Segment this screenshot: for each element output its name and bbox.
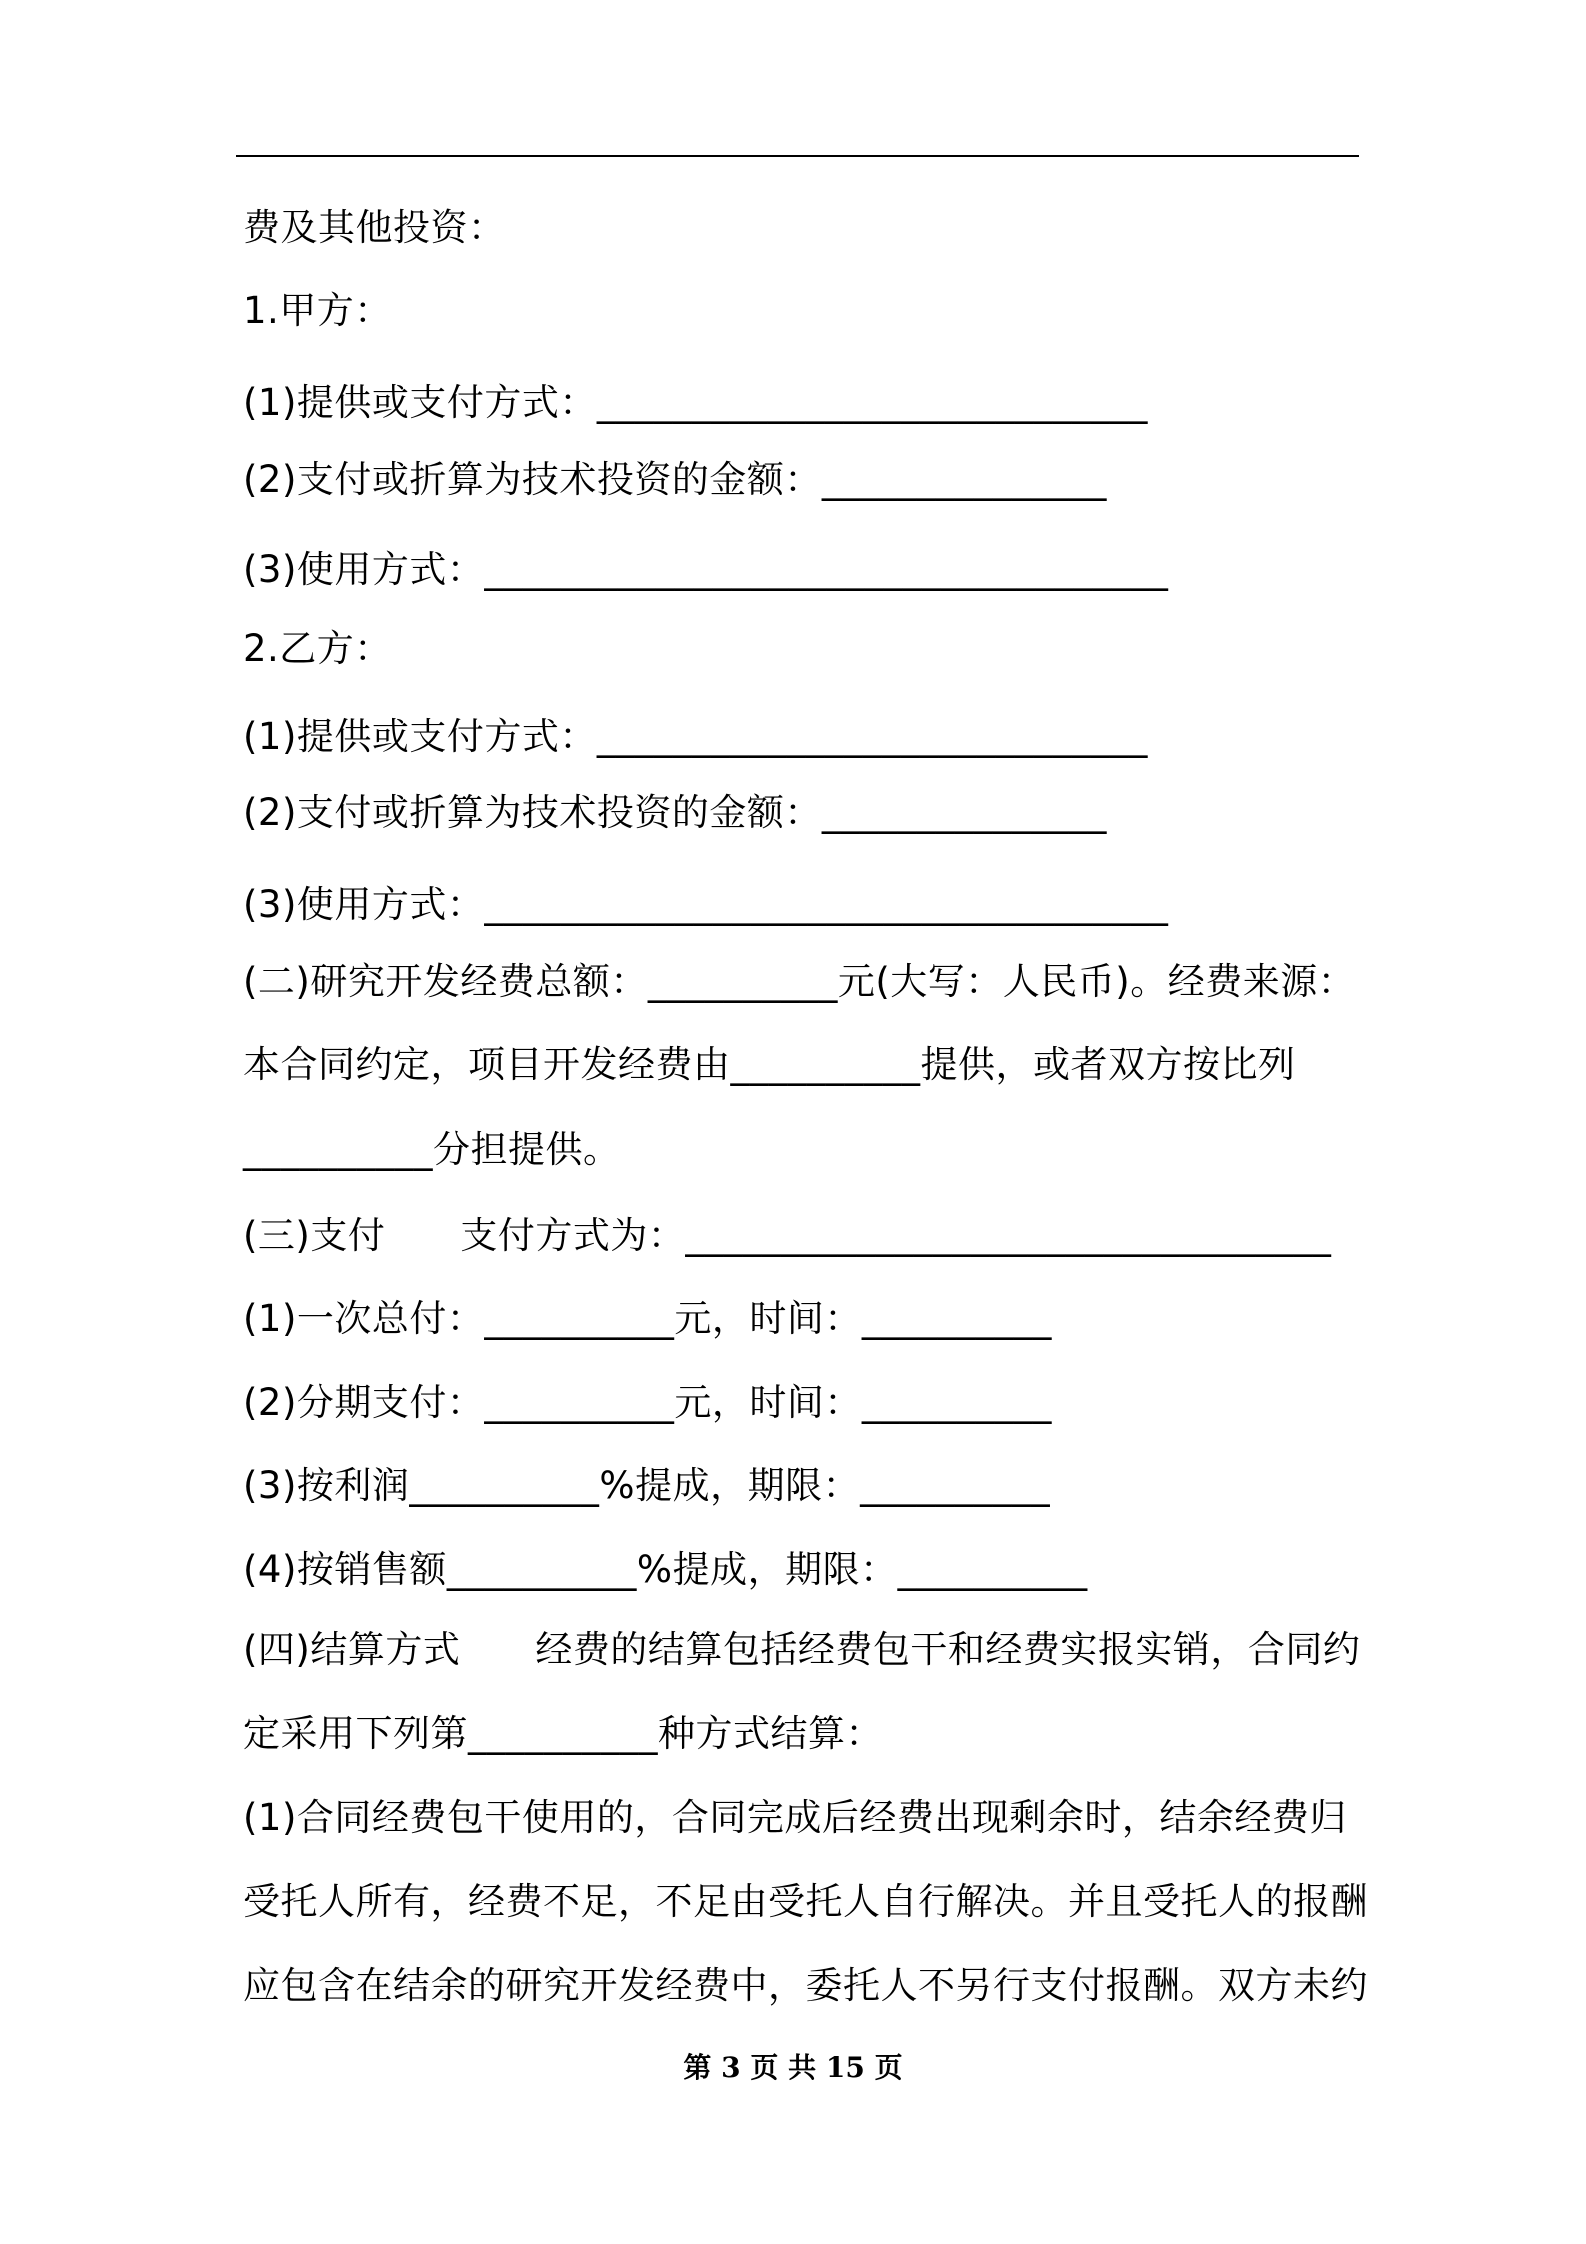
text-line: (1)提供或支付方式：_____________________________: [243, 381, 1148, 424]
text-line: 费及其他投资：: [243, 206, 506, 249]
text-line: (1)合同经费包干使用的，合同完成后经费出现剩余时，结余经费归: [243, 1796, 1347, 1839]
text-line: (2)支付或折算为技术投资的金额：_______________: [243, 791, 1107, 834]
text-line: 定采用下列第__________种方式结算：: [243, 1712, 883, 1755]
text-line: 受托人所有，经费不足，不足由受托人自行解决。并且受托人的报酬: [243, 1880, 1368, 1923]
text-line: 应包含在结余的研究开发经费中，委托人不另行支付报酬。双方未约: [243, 1964, 1368, 2007]
text-line: 1.甲方：: [243, 289, 392, 332]
text-line: (四)结算方式 经费的结算包括经费包干和经费实报实销，合同约: [243, 1628, 1361, 1671]
text-line: (2)分期支付：__________元，时间：__________: [243, 1381, 1052, 1424]
text-line: (3)使用方式：____________________________________: [243, 883, 1169, 926]
text-line: (3)按利润__________%提成，期限：__________: [243, 1464, 1051, 1507]
text-line: __________分担提供。: [243, 1128, 621, 1171]
text-line: (1)提供或支付方式：_____________________________: [243, 715, 1148, 758]
text-line: (3)使用方式：____________________________________: [243, 548, 1169, 591]
header-rule: [236, 155, 1359, 157]
text-line: (三)支付 支付方式为：__________________________________: [243, 1214, 1332, 1257]
text-line: (2)支付或折算为技术投资的金额：_______________: [243, 458, 1107, 501]
text-line: 本合同约定，项目开发经费由__________提供，或者双方按比列: [243, 1043, 1296, 1086]
text-line: (二)研究开发经费总额：__________元(大写：人民币)。经费来源：: [243, 960, 1356, 1003]
text-line: (1)一次总付：__________元，时间：__________: [243, 1297, 1052, 1340]
text-line: (4)按销售额__________%提成，期限：__________: [243, 1548, 1088, 1591]
text-line: 2.乙方：: [243, 627, 392, 670]
page-number: 第 3 页 共 15 页: [683, 2051, 903, 2084]
